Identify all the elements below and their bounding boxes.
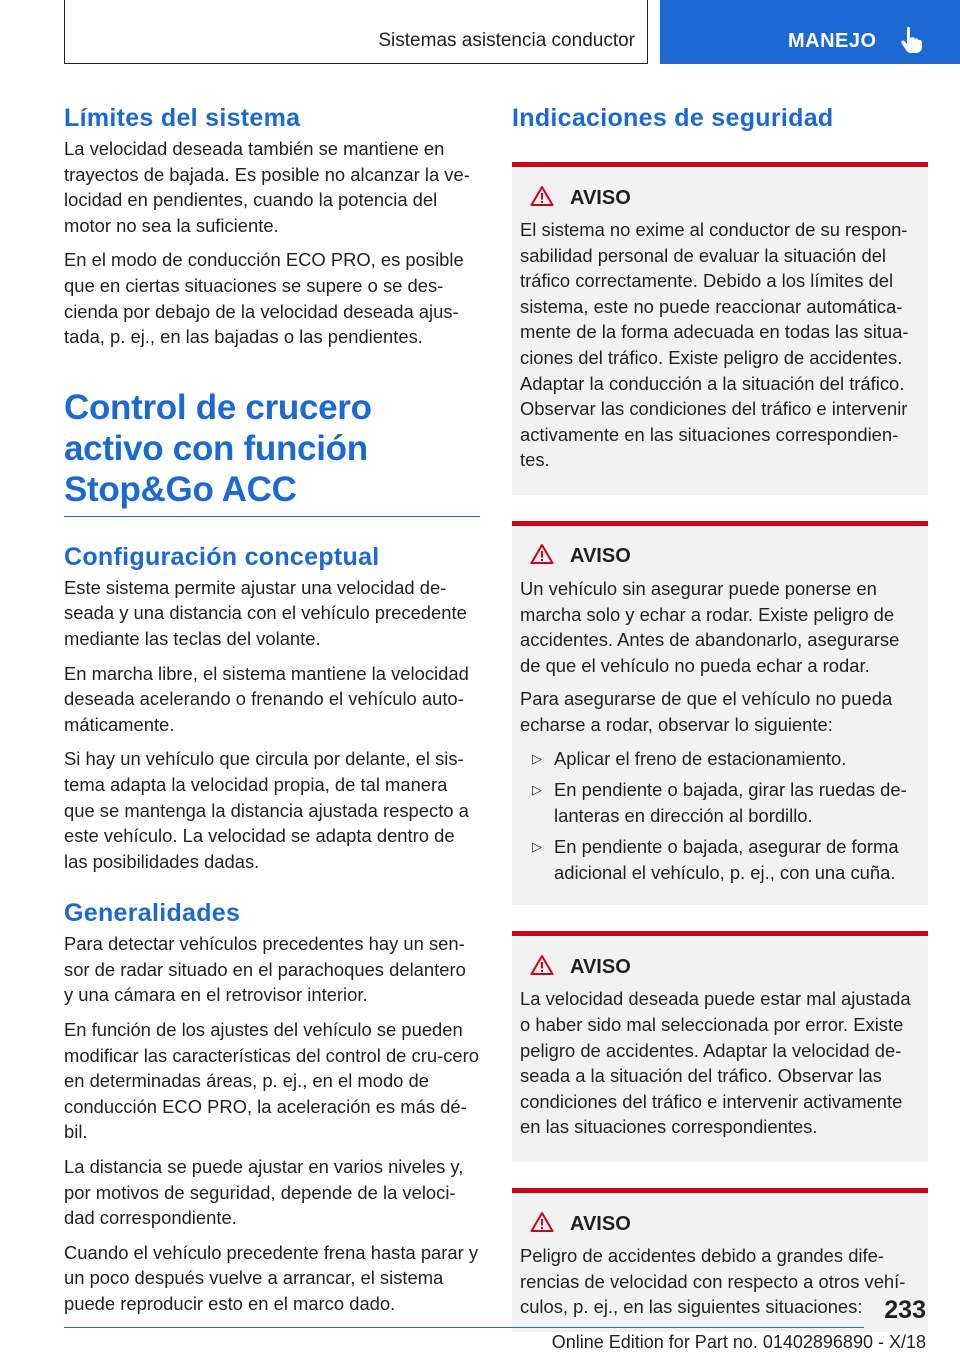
general-paragraph-3: La distancia se puede ajustar en varios niveles y, por motivos de seguridad, depende de la veloci-dad correspondiente.	[64, 1156, 464, 1229]
warning-text: El sistema no exime al conductor de su respon-sabilidad personal de evaluar la situación del tráfico correctamente. Debido a los límites del sistema, este no puede reaccionar automática-mente de la forma adecuada en todas las situa-ciones del tráfico. Existe peligro de accidentes. Adaptar la conducción a la situación del tráfico. Observar las condiciones del tráfico e intervenir activamente en las situaciones correspondien-tes.	[520, 219, 909, 471]
list-item: ▷ En pendiente o bajada, girar las ruedas de-lanteras en dirección al bordillo.	[520, 777, 920, 828]
warning-title: AVISO	[570, 186, 631, 209]
edition-note: Online Edition for Part no. 01402896890 - X/18	[551, 1332, 926, 1352]
general-paragraph-4: Cuando el vehículo precedente frena hasta parar y un poco después vuelve a arrancar, el sistema puede reproducir esto en el marco dado.	[64, 1241, 479, 1314]
list-item: ▷ Aplicar el freno de estacionamiento.	[520, 746, 920, 772]
list-item: ▷ En pendiente o bajada, asegurar de forma adicional el vehículo, p. ej., con una cuña.	[520, 834, 920, 885]
warning-triangle-icon	[530, 185, 554, 212]
warning-title: AVISO	[570, 545, 631, 568]
warning-triangle-icon	[530, 954, 554, 981]
warning-triangle-icon	[530, 543, 554, 570]
warning-box	[512, 1188, 928, 1332]
limits-heading: Límites del sistema	[64, 104, 301, 132]
page-number: 233	[884, 1296, 926, 1324]
general-paragraph-2: En función de los ajustes del vehículo se pueden modificar las características del control de cru-cero en determinadas áreas, p. ej., en el modo de conducción ECO PRO, la aceleración es más dé-bil.	[64, 1019, 479, 1143]
warning-text: La velocidad deseada puede estar mal ajustada o haber sido mal seleccionada por error. Existe peligro de accidentes. Adaptar la velocidad de-seada a la situación del tráfico. Observar las condiciones del tráfico e intervenir activamente en las situaciones correspondientes.	[520, 988, 911, 1138]
warning-triangle-icon	[530, 1211, 554, 1238]
section-title: Sistemas asistencia conductor	[378, 30, 635, 51]
concept-paragraph-3: Si hay un vehículo que circula por delante, el sis-tema adapta la velocidad propia, de tal manera que se mantenga la distancia ajustada respecto a este vehículo. La velocidad se adapta dentro de las posibilidades dadas.	[64, 748, 469, 872]
warning-text: Un vehículo sin asegurar puede ponerse en marcha solo y echar a rodar. Existe peligro de accidentes. Antes de abandonarlo, asegurarse de que el vehículo no pueda echar a rodar.	[520, 577, 900, 676]
warning-title: AVISO	[570, 1212, 631, 1235]
warning-text: Peligro de accidentes debido a grandes dife-rencias de velocidad con respecto a otros vehí-culos, p. ej., en las siguientes situaciones:	[520, 1245, 906, 1318]
acc-main-heading: Control de crucero activo con función Stop&Go ACC	[64, 387, 480, 517]
limits-paragraph-2: En el modo de conducción ECO PRO, es posible que en ciertas situaciones se supere o se des-cienda por debajo de la velocidad deseada ajus-tada, p. ej., en las bajadas o las pendientes.	[64, 249, 464, 348]
bullet-triangle-icon: ▷	[532, 750, 542, 766]
running-header-section	[64, 0, 648, 64]
left-column	[64, 100, 480, 1326]
bullet-triangle-icon: ▷	[532, 782, 542, 798]
warning-box	[512, 931, 928, 1162]
chapter-label: MANEJO	[788, 30, 877, 52]
chapter-tab	[660, 0, 960, 64]
pointing-hand-icon	[900, 26, 924, 59]
footer-divider	[64, 1327, 864, 1328]
limits-paragraph-1: La velocidad deseada también se mantiene en trayectos de bajada. Es posible no alcanzar la ve-locidad en pendientes, cuando la potencia del motor no sea la suficiente.	[64, 138, 470, 236]
warning-title: AVISO	[570, 955, 631, 978]
warning-box	[512, 521, 928, 906]
general-paragraph-1: Para detectar vehículos precedentes hay un sen-sor de radar situado en el parachoques delantero y una cámara en el retrovisor interior.	[64, 933, 466, 1006]
bullet-triangle-icon: ▷	[532, 839, 542, 855]
concept-paragraph-2: En marcha libre, el sistema mantiene la velocidad deseada acelerando o frenando el vehículo auto-máticamente.	[64, 662, 469, 735]
general-heading: Generalidades	[64, 899, 241, 928]
concept-paragraph-1: Este sistema permite ajustar una velocidad de-seada y una distancia con el vehículo precedente mediante las teclas del volante.	[64, 576, 467, 649]
warning-box	[512, 162, 928, 495]
warning-text-2: Para asegurarse de que el vehículo no pueda echarse a rodar, observar lo siguiente:	[520, 688, 893, 735]
safety-heading: Indicaciones de seguridad	[512, 104, 834, 132]
precaution-list	[520, 746, 920, 886]
right-column	[512, 100, 928, 1332]
concept-heading: Configuración conceptual	[64, 542, 380, 571]
